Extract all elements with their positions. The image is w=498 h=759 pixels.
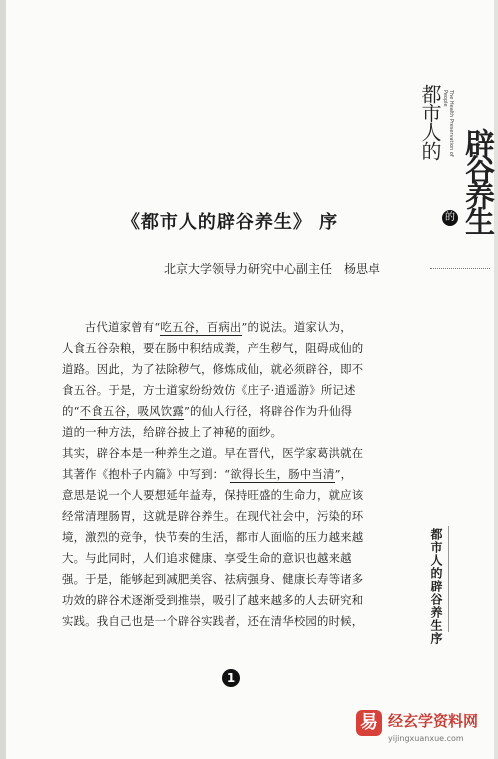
text-segment: 道的一种方法，给辟谷披上了神秘的面纱。	[62, 425, 283, 439]
text-line	[62, 359, 384, 380]
page-edge	[0, 0, 6, 759]
text-line	[62, 590, 384, 611]
text-segment: 其实，辟谷本是一种养生之道。早在晋代，医学家葛洪就在	[62, 446, 364, 460]
text-segment: 大。与此同时，人们追求健康、享受生命的意识也越来越	[62, 551, 352, 565]
text-segment: ”的说法。道家认为，	[241, 320, 352, 334]
text-line	[62, 443, 384, 464]
text-line	[62, 317, 384, 338]
text-line	[62, 569, 384, 590]
text-segment: 食五谷。于是，方士道家纷纷效仿《庄子·逍遥游》所记述	[62, 383, 356, 397]
running-head: 都市人的辟谷养生序	[429, 528, 443, 645]
text-segment: 道路。因此，为了祛除秽气，修炼成仙，就必须辟谷，即不	[62, 362, 364, 376]
text-segment: 功效的辟谷术逐渐受到推崇，吸引了越来越多的人去研究和	[62, 593, 364, 607]
text-line	[62, 401, 384, 422]
running-head-rule	[448, 526, 449, 632]
underlined-quote: 欲得长生，肠中当清	[230, 467, 335, 481]
text-line	[62, 548, 384, 569]
text-line	[62, 485, 384, 506]
watermark-title: 经玄学资料网	[388, 712, 479, 730]
text-segment: 的“	[62, 404, 80, 418]
dotted-divider	[430, 268, 490, 269]
text-segment: 强。于是，能够起到减肥美容、祛病强身、健康长寿等诸多	[62, 572, 364, 586]
book-title-vertical	[412, 80, 494, 260]
text-line	[62, 611, 384, 632]
book-title-part2: 辟谷养生	[459, 128, 494, 232]
watermark-url: yijingxuanxue.com	[388, 734, 464, 743]
text-segment: 其著作《抱朴子内篇》中写到：“	[62, 467, 231, 481]
watermark	[356, 706, 496, 754]
text-line	[62, 464, 384, 485]
watermark-logo-icon: 易	[356, 710, 382, 736]
text-line	[62, 338, 384, 359]
text-segment: 人食五谷杂粮，要在肠中积结成粪，产生秽气，阻碍成仙的	[62, 341, 364, 355]
underlined-quote: 不食五谷，吸风饮露	[79, 404, 184, 418]
author-line: 北京大学领导力研究中心副主任 杨思卓	[163, 262, 380, 276]
text-line	[62, 506, 384, 527]
de-circle-glyph: 的	[442, 210, 458, 226]
text-segment: 意思是说一个人要想延年益寿，保持旺盛的生命力，就应该	[62, 488, 364, 502]
page-number: 1	[222, 669, 240, 687]
text-segment: 经常清理肠胃，这就是辟谷养生。在现代社会中，污染的环	[62, 509, 364, 523]
text-segment: 古代道家曾有“	[84, 320, 161, 334]
text-segment: 境，激烈的竞争，快节奏的生活，都市人面临的压力越来越	[62, 530, 364, 544]
body-text	[62, 317, 384, 632]
text-segment: ”的仙人行径，将辟谷作为升仙得	[183, 404, 353, 418]
book-title-english: The Health Preservation of People	[442, 90, 454, 157]
text-segment: ”，	[334, 467, 353, 481]
book-title-part1: 都市人的	[418, 84, 442, 160]
chapter-title: 《都市人的辟谷养生》 序	[121, 212, 339, 233]
text-segment: 实践。我自己也是一个辟谷实践者，还在清华校园的时候，	[62, 614, 364, 628]
page-edge	[494, 0, 498, 759]
underlined-quote: 吃五谷，百病出	[160, 320, 242, 334]
text-line	[62, 422, 384, 443]
text-line	[62, 527, 384, 548]
text-line	[62, 380, 384, 401]
